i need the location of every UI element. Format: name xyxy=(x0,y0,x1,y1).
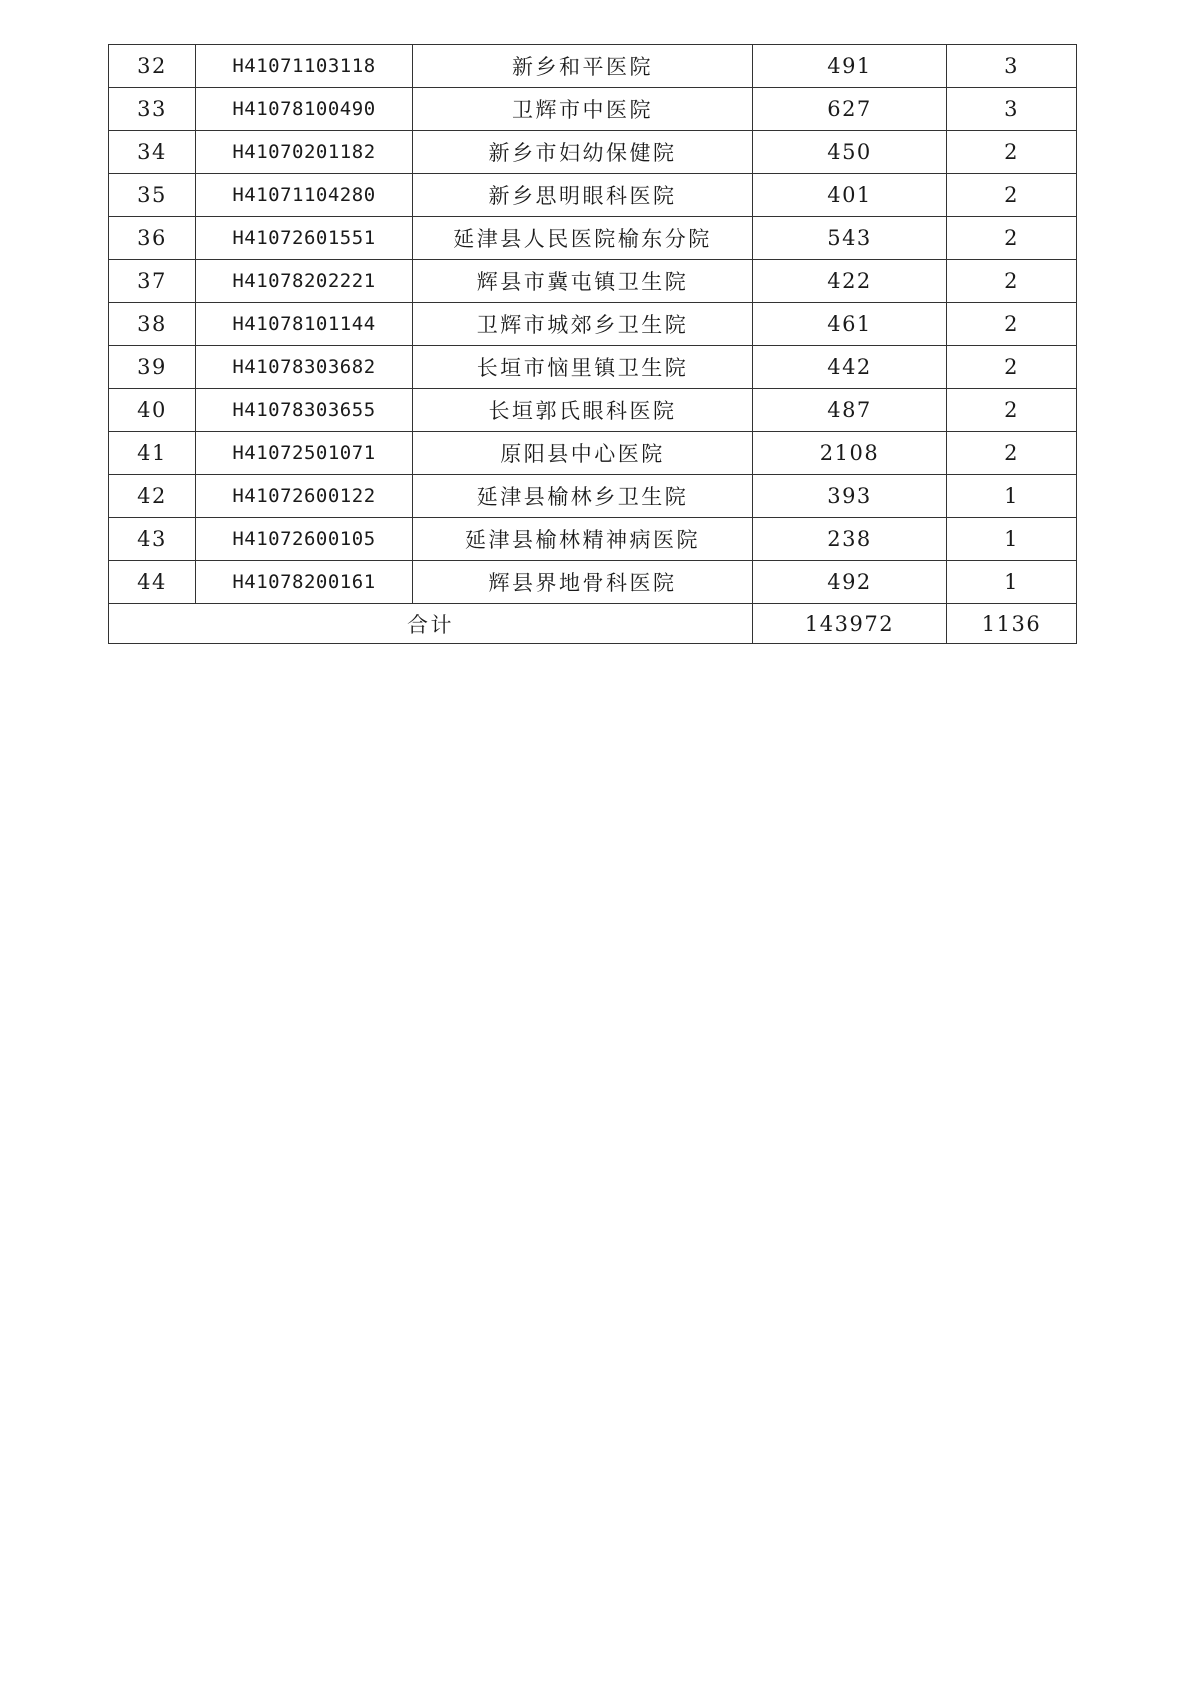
hospital-name: 长垣郭氏眼科医院 xyxy=(413,389,753,432)
hospital-name: 辉县市冀屯镇卫生院 xyxy=(413,260,753,303)
value-column-1: 238 xyxy=(753,518,947,561)
hospital-name: 延津县榆林精神病医院 xyxy=(413,518,753,561)
row-index: 37 xyxy=(109,260,196,303)
value-column-1: 492 xyxy=(753,561,947,604)
hospital-code: H41078101144 xyxy=(196,303,413,346)
hospital-code: H41072600105 xyxy=(196,518,413,561)
hospital-code: H41072600122 xyxy=(196,475,413,518)
row-index: 42 xyxy=(109,475,196,518)
hospital-code: H41071104280 xyxy=(196,174,413,217)
hospital-code: H41071103118 xyxy=(196,45,413,88)
hospital-code: H41072501071 xyxy=(196,432,413,475)
value-column-1: 2108 xyxy=(753,432,947,475)
table-row xyxy=(109,475,1077,518)
row-index: 43 xyxy=(109,518,196,561)
hospital-code: H41070201182 xyxy=(196,131,413,174)
value-column-1: 442 xyxy=(753,346,947,389)
total-value-2: 1136 xyxy=(947,604,1077,644)
table-row xyxy=(109,432,1077,475)
table-row xyxy=(109,346,1077,389)
hospital-code: H41078200161 xyxy=(196,561,413,604)
table-row xyxy=(109,389,1077,432)
row-index: 41 xyxy=(109,432,196,475)
table-row xyxy=(109,174,1077,217)
total-value-1: 143972 xyxy=(753,604,947,644)
table-row xyxy=(109,260,1077,303)
hospital-name: 长垣市恼里镇卫生院 xyxy=(413,346,753,389)
row-index: 33 xyxy=(109,88,196,131)
row-index: 40 xyxy=(109,389,196,432)
hospital-code: H41078100490 xyxy=(196,88,413,131)
value-column-2: 2 xyxy=(947,217,1077,260)
row-index: 32 xyxy=(109,45,196,88)
row-index: 36 xyxy=(109,217,196,260)
hospital-data-table xyxy=(108,44,1077,644)
value-column-1: 422 xyxy=(753,260,947,303)
row-index: 35 xyxy=(109,174,196,217)
value-column-2: 3 xyxy=(947,88,1077,131)
hospital-code: H41078303682 xyxy=(196,346,413,389)
value-column-1: 487 xyxy=(753,389,947,432)
value-column-1: 393 xyxy=(753,475,947,518)
row-index: 39 xyxy=(109,346,196,389)
table-row xyxy=(109,88,1077,131)
total-label: 合计 xyxy=(109,604,753,644)
value-column-1: 543 xyxy=(753,217,947,260)
value-column-2: 2 xyxy=(947,303,1077,346)
value-column-2: 1 xyxy=(947,518,1077,561)
hospital-name: 延津县榆林乡卫生院 xyxy=(413,475,753,518)
value-column-1: 450 xyxy=(753,131,947,174)
hospital-name: 卫辉市中医院 xyxy=(413,88,753,131)
total-row xyxy=(109,604,1077,644)
hospital-name: 原阳县中心医院 xyxy=(413,432,753,475)
hospital-name: 卫辉市城郊乡卫生院 xyxy=(413,303,753,346)
hospital-name: 新乡思明眼科医院 xyxy=(413,174,753,217)
table-row xyxy=(109,45,1077,88)
table-row xyxy=(109,217,1077,260)
table-row xyxy=(109,131,1077,174)
row-index: 44 xyxy=(109,561,196,604)
hospital-code: H41072601551 xyxy=(196,217,413,260)
value-column-2: 2 xyxy=(947,174,1077,217)
table-row xyxy=(109,518,1077,561)
value-column-2: 2 xyxy=(947,260,1077,303)
hospital-code: H41078303655 xyxy=(196,389,413,432)
value-column-2: 3 xyxy=(947,45,1077,88)
row-index: 34 xyxy=(109,131,196,174)
value-column-2: 2 xyxy=(947,131,1077,174)
table-row xyxy=(109,303,1077,346)
value-column-2: 1 xyxy=(947,475,1077,518)
hospital-name: 延津县人民医院榆东分院 xyxy=(413,217,753,260)
hospital-code: H41078202221 xyxy=(196,260,413,303)
value-column-2: 2 xyxy=(947,389,1077,432)
value-column-1: 491 xyxy=(753,45,947,88)
hospital-name: 辉县界地骨科医院 xyxy=(413,561,753,604)
value-column-1: 627 xyxy=(753,88,947,131)
hospital-name: 新乡市妇幼保健院 xyxy=(413,131,753,174)
value-column-1: 461 xyxy=(753,303,947,346)
value-column-2: 1 xyxy=(947,561,1077,604)
hospital-name: 新乡和平医院 xyxy=(413,45,753,88)
value-column-2: 2 xyxy=(947,346,1077,389)
table-row xyxy=(109,561,1077,604)
value-column-1: 401 xyxy=(753,174,947,217)
value-column-2: 2 xyxy=(947,432,1077,475)
row-index: 38 xyxy=(109,303,196,346)
